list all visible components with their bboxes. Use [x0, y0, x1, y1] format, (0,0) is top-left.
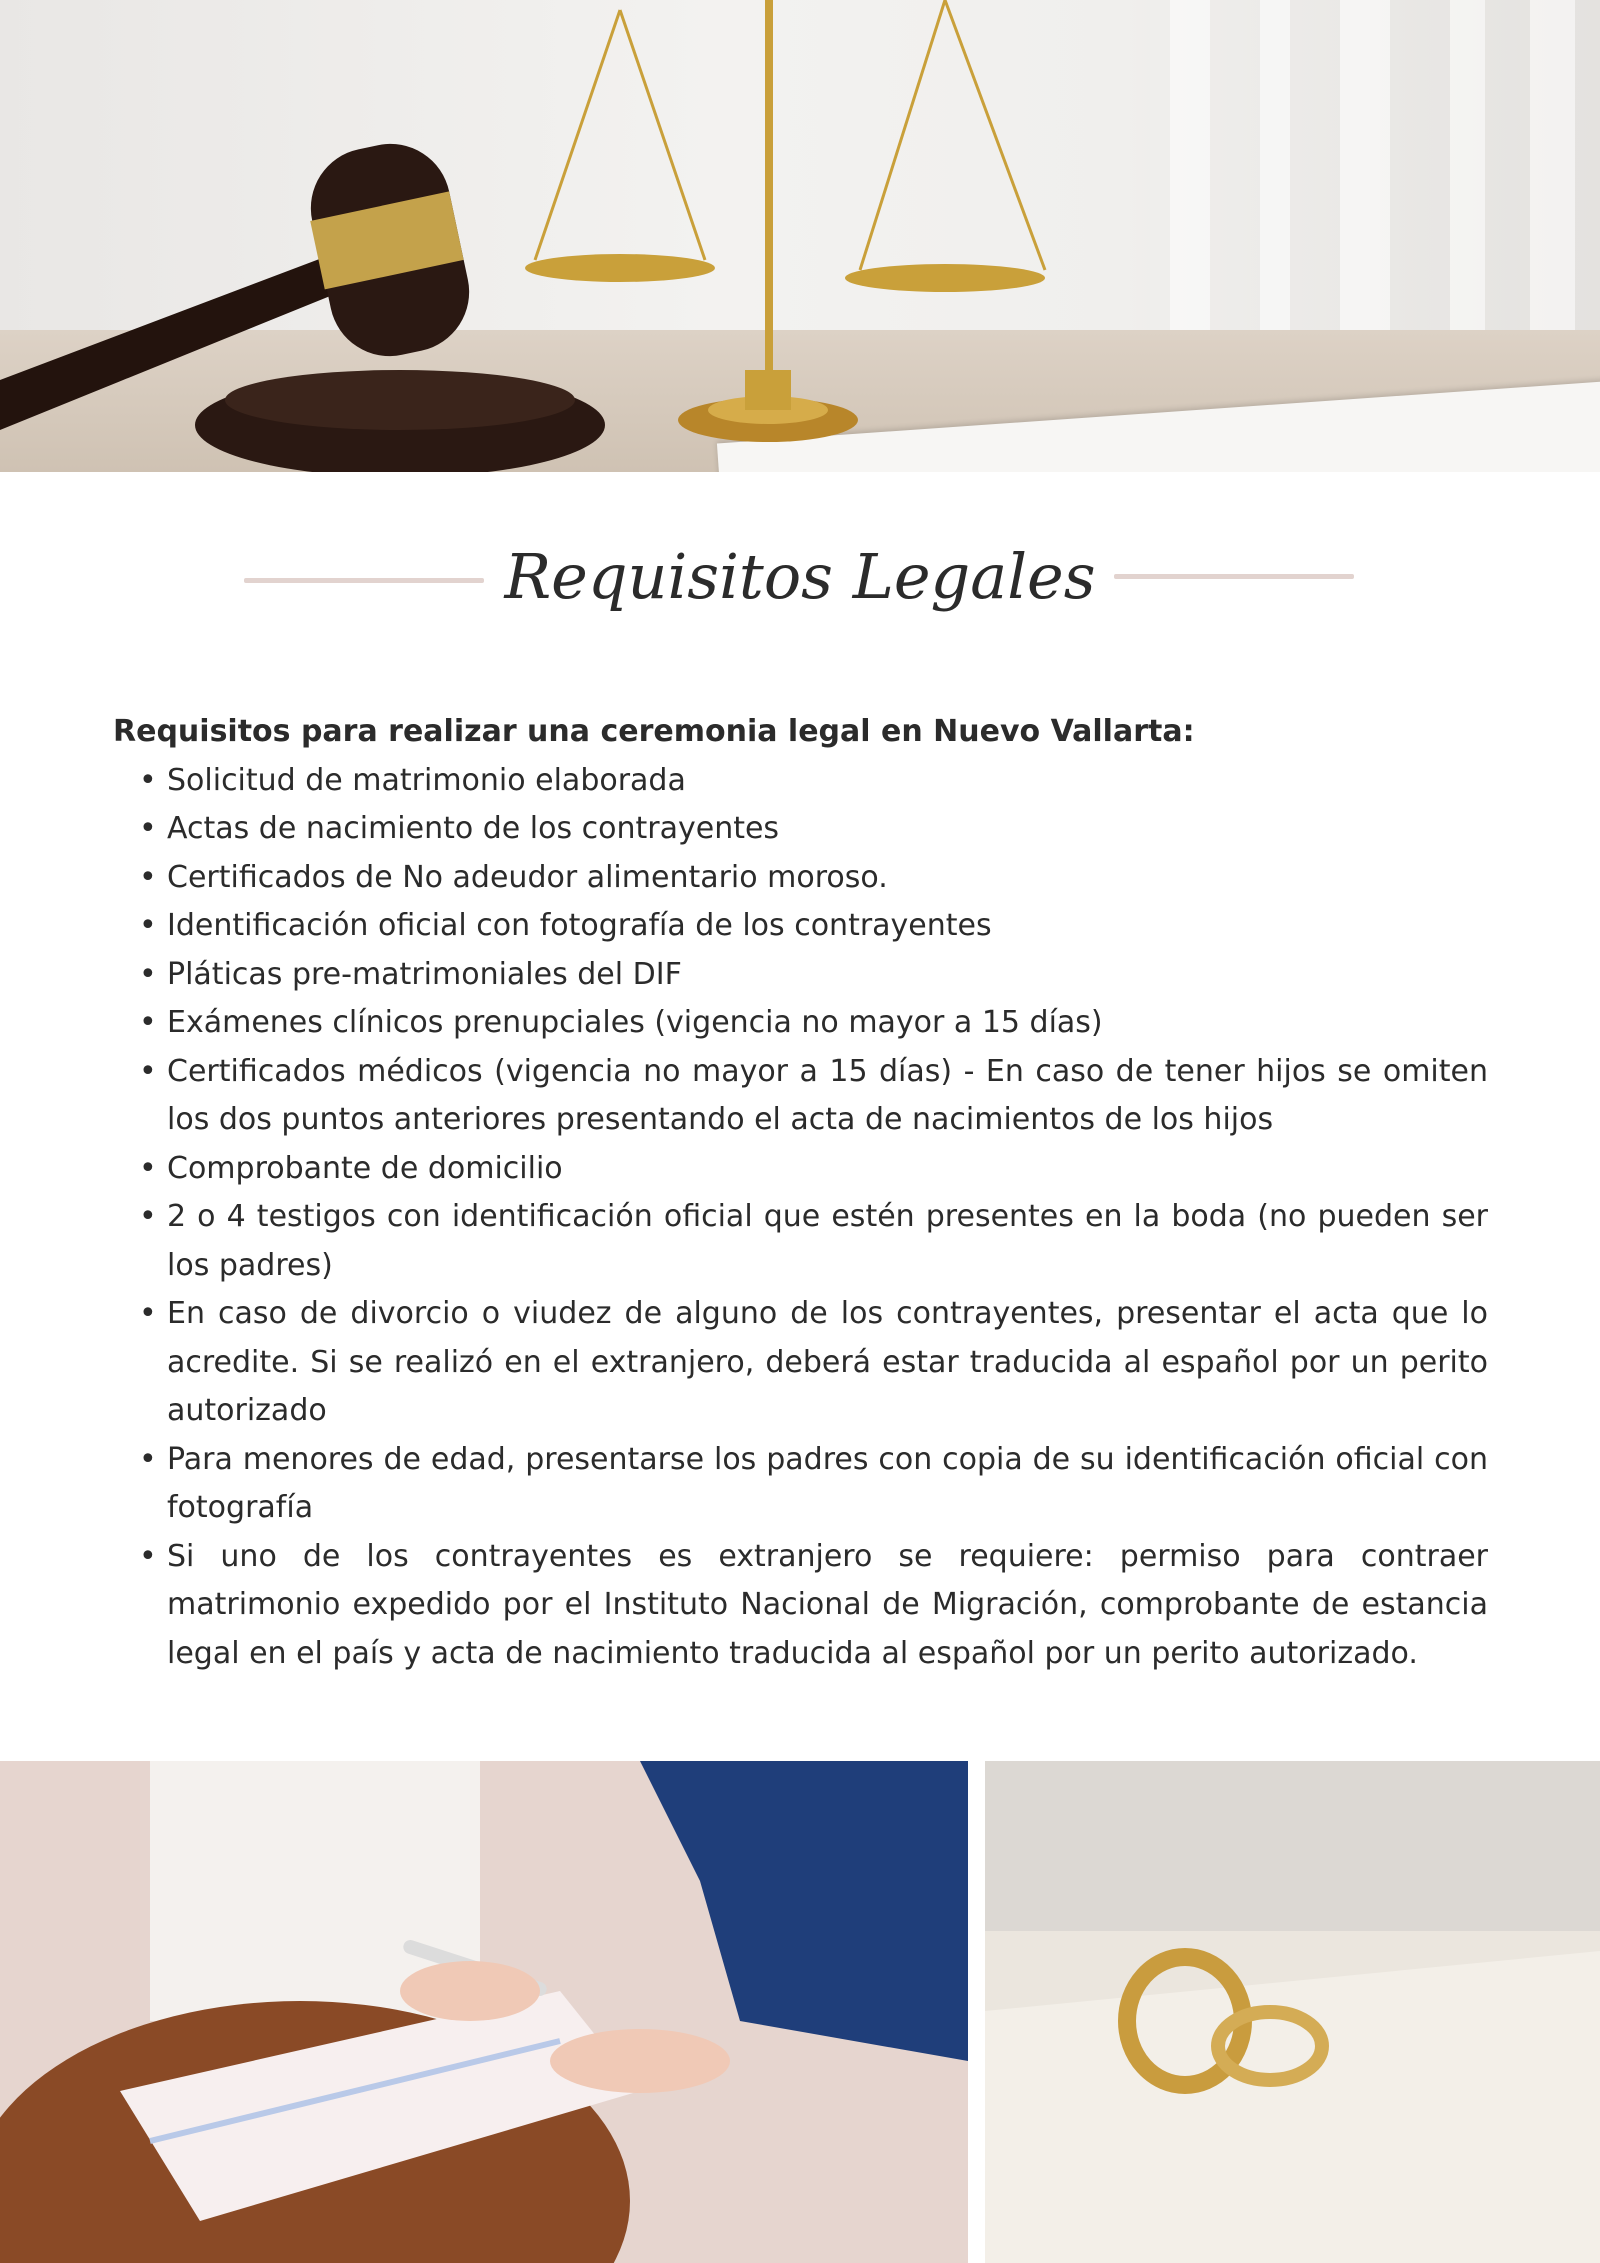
list-item: • Exámenes clínicos prenupciales (vigencia no mayor a 15 días)	[167, 999, 1488, 1048]
list-item: • Actas de nacimiento de los contrayentes	[167, 805, 1488, 854]
list-item: • Certificados médicos (vigencia no mayor a 15 días) - En caso de tener hijos se omiten los dos puntos anteriores presentando el acta de nacimientos de los hijos	[167, 1048, 1488, 1145]
rings-illustration	[985, 1761, 1600, 2263]
list-item: • Para menores de edad, presentarse los padres con copia de su identificación oficial con fotografía	[167, 1436, 1488, 1533]
signing-illustration	[0, 1761, 968, 2263]
scales-icon	[525, 0, 1045, 442]
page-title: Requisitos Legales	[504, 540, 1096, 613]
list-item: • En caso de divorcio o viudez de alguno de los contrayentes, presentar el acta que lo acredite. Si se realizó en el extranjero, deberá estar traducida al español por un perito autorizado	[167, 1290, 1488, 1436]
list-item: • Solicitud de matrimonio elaborada	[167, 757, 1488, 806]
list-item: • 2 o 4 testigos con identificación oficial que estén presentes en la boda (no pueden ser los padres)	[167, 1193, 1488, 1290]
title-decorative-line-right	[1114, 574, 1354, 579]
requirements-list	[113, 757, 1488, 1679]
requirements-intro: Requisitos para realizar una ceremonia legal en Nuevo Vallarta:	[113, 714, 1195, 749]
gavel-icon	[0, 133, 605, 472]
list-item: • Si uno de los contrayentes es extranjero se requiere: permiso para contraer matrimonio expedido por el Instituto Nacional de Migración, comprobante de estancia legal en el país y acta de nacimiento traducida al español por un perito autorizado.	[167, 1533, 1488, 1679]
couple-signing-photo	[0, 1761, 968, 2263]
hero-photo	[0, 0, 1600, 472]
list-item: • Comprobante de domicilio	[167, 1145, 1488, 1194]
section-header	[0, 520, 1600, 630]
requirements-section	[113, 708, 1488, 1678]
list-item: • Pláticas pre-matrimoniales del DIF	[167, 951, 1488, 1000]
list-item: • Identificación oficial con fotografía de los contrayentes	[167, 902, 1488, 951]
wedding-rings-photo	[985, 1761, 1600, 2263]
list-item: • Certificados de No adeudor alimentario moroso.	[167, 854, 1488, 903]
gavel-and-scales-illustration	[0, 0, 1600, 472]
